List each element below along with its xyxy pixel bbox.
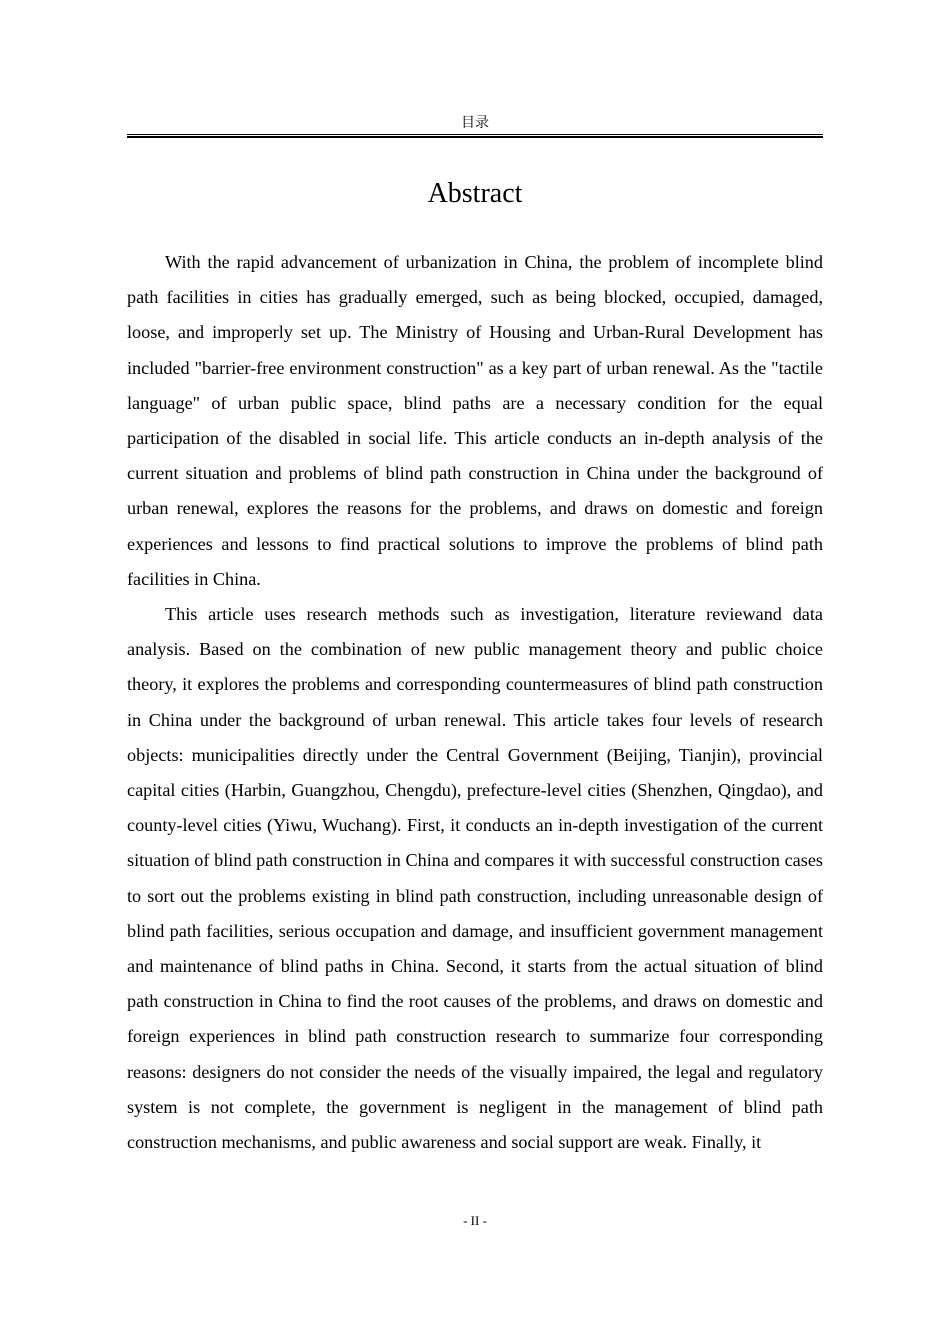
abstract-body	[127, 245, 823, 1160]
abstract-paragraph: With the rapid advancement of urbanization in China, the problem of incomplete blind path facilities in cities has gradually emerged, such as being blocked, occupied, damaged, loose, and improperly set up. The Ministry of Housing and Urban-Rural Development has included "barrier-free environment construction" as a key part of urban renewal. As the "tactile language" of urban public space, blind paths are a necessary condition for the equal participation of the disabled in social life. This article conducts an in-depth analysis of the current situation and problems of blind path construction in China under the background of urban renewal, explores the reasons for the problems, and draws on domestic and foreign experiences and lessons to find practical solutions to improve the problems of blind path facilities in China.	[127, 252, 823, 589]
header-rule-thin	[127, 134, 823, 135]
page-number: - II -	[463, 1213, 487, 1228]
abstract-paragraph: This article uses research methods such as investigation, literature reviewand data analysis. Based on the combination of new public management theory and public choice theory, it explores the problems and corresponding countermeasures of blind path construction in China under the background of urban renewal. This article takes four levels of research objects: municipalities directly under the Central Government (Beijing, Tianjin), provincial capital cities (Harbin, Guangzhou, Chengdu), prefecture-level cities (Shenzhen, Qingdao), and county-level cities (Yiwu, Wuchang). First, it conducts an in-depth investigation of the current situation of blind path construction in China and compares it with successful construction cases to sort out the problems existing in blind path construction, including unreasonable design of blind path facilities, serious occupation and damage, and insufficient government management and maintenance of blind paths in China. Second, it starts from the actual situation of blind path construction in China to find the root causes of the problems, and draws on domestic and foreign experiences in blind path construction research to summarize four corresponding reasons: designers do not consider the needs of the visually impaired, the legal and regulatory system is not complete, the government is negligent in the management of blind path construction mechanisms, and public awareness and social support are weak. Finally, it	[127, 604, 823, 1153]
running-header: 目录	[461, 115, 489, 131]
page-title: Abstract	[427, 178, 523, 209]
header-rule-thick	[127, 136, 823, 138]
